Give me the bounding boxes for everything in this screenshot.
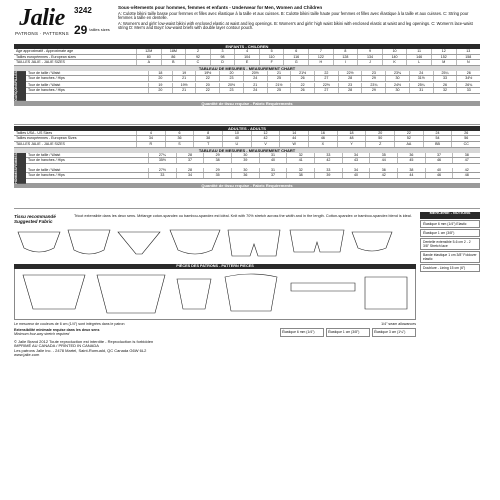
adult-cell: 18 (337, 131, 366, 136)
child-cell: I (333, 60, 358, 65)
child-cell: 5 (259, 49, 284, 54)
adults-chart-band: TABLEAU DE MESURES - MEASUREMENT CHART (14, 148, 480, 153)
child-cell: E (234, 60, 259, 65)
adult-cell: 26 (451, 131, 480, 136)
boys-cell: 23 (219, 88, 243, 93)
child-cell: K (382, 60, 407, 65)
elastic-cell-1: Élastique 6 mm (1/4") (280, 328, 324, 336)
footer (14, 340, 416, 358)
adult-cell: 12 (251, 131, 280, 136)
girls-measurements (26, 71, 480, 83)
women-cell: 27¼ (148, 153, 176, 158)
footer-address: Les patrons Jalie inc. - 2478 Martel, Saint-Romuald, QC Canada G6W 6L2 (14, 347, 147, 353)
child-cell: 140 (382, 55, 407, 60)
women-row-label: Tour de hanches / Hips (28, 158, 65, 163)
boys-measurements (26, 83, 480, 101)
elastic-cell-3: Élastique 3 cm (1¼") (372, 328, 416, 336)
girls-cell: 25 (267, 76, 291, 81)
child-cell: B (161, 60, 186, 65)
header (14, 6, 480, 44)
adult-row-label: TAILLES JALIE - JALIE SIZES (16, 141, 65, 146)
men-cell: 40 (425, 168, 453, 173)
boxer-illustration (228, 230, 280, 256)
boys-cell: 22 (290, 83, 314, 88)
adult-cell: U (222, 142, 251, 147)
child-cell: 158 (456, 55, 481, 60)
adult-cell: 44 (279, 136, 308, 141)
child-cell: 110 (259, 55, 284, 60)
adult-cell: 24 (423, 131, 452, 136)
notion-5: Doublure - Lining 15 cm (6") (420, 264, 480, 272)
child-cell: 11 (406, 49, 431, 54)
elastic-section (14, 328, 416, 336)
adult-cell: 46 (308, 136, 337, 141)
child-cell: 13 (456, 49, 481, 54)
women-group: FEMMES Tour de taille / Waist 27¼ 28 29 30 31 32 33 34 35 36 37 38 Tour de hanches / Hips 35½ 37 38 39 40 41 42 43 44 45 46 47 (14, 153, 480, 168)
child-cell: 18M (161, 49, 186, 54)
women-row-label: Tour de taille / Waist (28, 152, 61, 157)
kids-brief-illustration (352, 232, 392, 251)
men-cell: 37 (259, 173, 287, 178)
men-cell: 33 (148, 173, 176, 178)
adult-cell: BB (423, 142, 452, 147)
adult-cell: 34 (136, 136, 165, 141)
boys-cell: 21½ (267, 83, 291, 88)
child-cell: 8 (333, 49, 358, 54)
child-cell: F (259, 60, 284, 65)
children-band: ENFANTS - CHILDREN (14, 44, 480, 49)
girls-cell: 24 (409, 71, 433, 76)
men-cell: 46 (425, 173, 453, 178)
boys-cell: 24½ (385, 83, 409, 88)
pattern-description: Sous-vêtements pour hommes, femmes et enfants - Underwear for Men, Women and Children A: Culotte bikini taille basse pour femmes et filles avec élastique à la taille et aux cuisses. B: Culotte bikini taille haute pour femmes et filles avec élastique à la taille et aux cuisses. C: String pour femmes à taille en dentelle. A: Women's and girls' low-waist bikini with enclosed elastic at waist and leg openings. B: Women's and girls' high waist bikini with enclosed elastic at waist and leg openings. C: Women's lace-waist string D: Men's and Boys' low-waist briefs with double layer contour pouch. (118, 6, 480, 32)
adult-cell: X (308, 142, 337, 147)
women-cell: 39 (231, 158, 259, 163)
boys-cell: 27 (314, 88, 338, 93)
boys-cell: 20 (195, 83, 219, 88)
women-cell: 36 (397, 153, 425, 158)
men-cell: 42 (369, 173, 397, 178)
women-row (26, 158, 480, 164)
notion-3: Dentelle extensible 5-6 cm 2 - 2 3/8" Stretch lace (420, 238, 480, 250)
sizes-label: tailles sizes (89, 27, 110, 32)
sizes-count: 29 (74, 23, 88, 37)
pattern-code: 3242 (74, 6, 92, 15)
adult-cell: V (251, 142, 280, 147)
children-fabric-band: Quantité de tissu requise - Fabric Requirements (14, 101, 480, 106)
child-cell: L (406, 60, 431, 65)
girls-cell: 23¾ (385, 71, 409, 76)
men-cell: 42 (452, 168, 480, 173)
men-cell: 34 (342, 168, 370, 173)
pattern-pieces (14, 264, 416, 320)
boys-cell: 22 (195, 88, 219, 93)
string-illustration (118, 232, 160, 254)
women-cell: 44 (369, 158, 397, 163)
notion-1: Élastique 6 mm (1/4") Elastic (420, 220, 480, 228)
child-cell: 122 (308, 55, 333, 60)
adult-cell: S (165, 142, 194, 147)
adults-fabric-band: Quantité de tissu requise - Fabric Requirements (14, 183, 480, 188)
boys-cell: 23¾ (361, 83, 385, 88)
women-cell: 41 (286, 158, 314, 163)
child-cell: 10 (382, 49, 407, 54)
men-cell: 48 (452, 173, 480, 178)
women-cell: 45 (397, 158, 425, 163)
child-cell: 116 (283, 55, 308, 60)
child-cell: A (136, 60, 161, 65)
notions-panel (420, 212, 480, 358)
men-row (26, 173, 480, 179)
women-cell: 31 (259, 153, 287, 158)
child-cell: 9 (357, 49, 382, 54)
boys-cell: 28 (338, 88, 362, 93)
women-cell: 42 (314, 158, 342, 163)
boys-cell: 21 (172, 88, 196, 93)
boys-cell: 20 (148, 88, 172, 93)
strip-left: Le mesureur de couleurs de 6 cm (1/4") sont intégrées dans le patron (14, 322, 125, 327)
women-cell: 32 (286, 153, 314, 158)
boys-cell: 25¼ (409, 83, 433, 88)
boys-cell: 23 (338, 83, 362, 88)
men-cell: 33 (314, 168, 342, 173)
girls-row-label: Tour de taille / Waist (28, 70, 61, 75)
girls-cell: 20 (219, 71, 243, 76)
men-cell: 32 (286, 168, 314, 173)
men-cell: 38 (286, 173, 314, 178)
footer-web[interactable]: www.jalie.com (14, 352, 40, 358)
child-cell: J (357, 60, 382, 65)
garment-illustrations (14, 226, 416, 262)
men-cell: 34 (176, 173, 204, 178)
adult-cell: Z (365, 142, 394, 147)
child-row-label: Tailles européennes - European sizes (16, 54, 76, 59)
pieces-band: PIÈCES DES PATRONS - PATTERN PIECES (14, 264, 416, 269)
adult-row-label: Tailles USA - US Sizes (16, 130, 53, 135)
adult-cell: 22 (394, 131, 423, 136)
desc-en: A: Women's and girls' low-waist bikini with enclosed elastic at waist and leg openings. B: Women's and girls' high waist bikini with enclosed elastic at waist and leg openings. C: Women's lace-waist string D: Men's and Boys' low-waist briefs with double layer contour pouch. (118, 20, 473, 31)
adult-cell: 54 (423, 136, 452, 141)
child-cell: 86 (161, 55, 186, 60)
child-cell: 104 (234, 55, 259, 60)
bikini-b-illustration (68, 230, 110, 254)
girls-cell: 21½ (290, 71, 314, 76)
adult-size-table (14, 131, 480, 148)
adults-fabric-table (14, 188, 480, 209)
piece-pouch (225, 274, 277, 311)
lower-section (14, 212, 480, 358)
boys-cell: 20½ (219, 83, 243, 88)
piece-gusset (177, 279, 211, 309)
adult-cell: 40 (222, 136, 251, 141)
girls-cell: 21 (172, 76, 196, 81)
children-chart-band: TABLEAU DE MESURES - MEASUREMENT CHART (14, 66, 480, 71)
girls-cell: 23 (361, 71, 385, 76)
notion-2: Élastique 1 cm (3/8") (420, 229, 480, 237)
child-cell: 134 (357, 55, 382, 60)
adult-cell: Y (337, 142, 366, 147)
adult-cell: 48 (337, 136, 366, 141)
girls-cell: 26 (290, 76, 314, 81)
women-cell: 40 (259, 158, 287, 163)
men-cell: 36 (231, 173, 259, 178)
child-row-label: Âge approximatif - Approximate age (16, 49, 74, 53)
girls-cell: 22 (195, 76, 219, 81)
fabric-title: Tissu recommandé Suggested Fabric (14, 214, 56, 225)
girls-cell: 33 (433, 76, 457, 81)
men-cell: 35 (203, 173, 231, 178)
boys-row-label: Tour de taille / Waist (28, 82, 61, 87)
child-cell: 12M (136, 49, 161, 54)
men-cell: 38 (397, 168, 425, 173)
child-cell: 2 (185, 49, 210, 54)
child-row-label: TAILLES JALIE - JALIE SIZES (16, 60, 65, 65)
boys-cell: 26 (433, 83, 457, 88)
bikini-a-illustration (18, 232, 60, 252)
adult-cell: 16 (308, 131, 337, 136)
women-cell: 33 (314, 153, 342, 158)
boys-cell: 19½ (172, 83, 196, 88)
adult-cell: 6 (165, 131, 194, 136)
child-cell: 92 (185, 55, 210, 60)
girls-cell: 23 (219, 76, 243, 81)
adult-cell: 10 (222, 131, 251, 136)
women-cell: 47 (452, 158, 480, 163)
child-cell: H (308, 60, 333, 65)
girls-cell: 28 (338, 76, 362, 81)
child-cell: C (185, 60, 210, 65)
elastic-title: Extensibilité minimale requise dans les deux sens (14, 328, 100, 333)
adult-cell: 20 (365, 131, 394, 136)
child-cell: 146 (406, 55, 431, 60)
boys-cell: 21 (243, 83, 267, 88)
brand-name: Jalie (19, 5, 65, 31)
girls-cell: 34½ (456, 76, 480, 81)
adult-cell: 14 (279, 131, 308, 136)
title-fr: Sous-vêtements pour hommes, femmes et enfants (118, 5, 229, 10)
girls-cell: 21 (267, 71, 291, 76)
boys-cell: 29 (361, 88, 385, 93)
girls-cell: 22½ (338, 71, 362, 76)
title-en: Underwear for Men, Women and Children (232, 5, 323, 10)
adult-cell: 8 (193, 131, 222, 136)
adult-cell: 4 (136, 131, 165, 136)
men-group: HOMMES Tour de taille / Waist 27½ 28 29 30 31 32 33 34 36 38 40 42 Tour de hanches / Hips 33 34 35 36 37 38 39 40 42 44 46 48 (14, 168, 480, 184)
adults-band: ADULTES - ADULTS (14, 126, 480, 131)
children-fabric-table (14, 106, 480, 125)
women-cell: 28 (176, 153, 204, 158)
boys-cell: 33 (456, 88, 480, 93)
men-row-label: Tour de hanches / Hips (28, 173, 65, 178)
piece-front (23, 275, 85, 309)
children-size-table (14, 49, 480, 66)
adult-cell: 36 (165, 136, 194, 141)
adult-row-label: Tailles européennes - European Sizes (16, 136, 77, 141)
boys-row (26, 88, 480, 94)
girls-cell: 29 (361, 76, 385, 81)
footer-copy: © Jalie Brand 2012 Toute reproduction est interdite - Reproduction is forbidden (14, 338, 154, 344)
women-cell: 37 (425, 153, 453, 158)
girls-cell: 20 (148, 76, 172, 81)
child-cell: 12 (431, 49, 456, 54)
child-cell: 3 (210, 49, 235, 54)
men-cell: 30 (231, 168, 259, 173)
men-cell: 44 (397, 173, 425, 178)
men-cell: 36 (369, 168, 397, 173)
child-cell: N (456, 60, 481, 65)
child-cell: 4 (234, 49, 259, 54)
girls-cell: 27 (314, 76, 338, 81)
brief-illustration (170, 230, 220, 254)
notions-band: MERCERIE - NOTIONS (420, 212, 480, 219)
girls-cell: 24 (243, 76, 267, 81)
boys-cell: 24 (243, 88, 267, 93)
footer-printed: IMPRIMÉ AU CANADA / PRINTED IN CANADA (14, 343, 99, 349)
brand-sub: PATRONS · PATTERNS (15, 31, 69, 36)
adult-cell: W (279, 142, 308, 147)
pieces-panel (14, 269, 416, 320)
notion-4: Bande élastique 1 cm 3/8" Foldover elastic (420, 251, 480, 263)
child-cell: M (431, 60, 456, 65)
girls-row (26, 76, 480, 82)
boys-cell: 25 (267, 88, 291, 93)
women-cell: 38 (203, 158, 231, 163)
women-cell: 37 (176, 158, 204, 163)
child-cell: G (283, 60, 308, 65)
boys-cell: 30 (385, 88, 409, 93)
adult-cell: CC (451, 142, 480, 147)
women-cell: 35 (369, 153, 397, 158)
women-cell: 34 (342, 153, 370, 158)
adult-cell: 56 (451, 136, 480, 141)
desc-fr: A: Culotte bikini taille basse pour femmes et filles avec élastique à la taille et aux cuisses. B: Culotte bikini taille haute pour femmes et filles avec élastique à la taille et aux cuisses. C: String pour femmes à taille en dentelle. (118, 10, 469, 21)
child-cell: 6 (283, 49, 308, 54)
girls-cell: 19 (172, 71, 196, 76)
men-cell: 27½ (148, 168, 176, 173)
adult-cell: R (136, 142, 165, 147)
child-cell: 98 (210, 55, 235, 60)
adult-cell: 38 (193, 136, 222, 141)
adult-cell: 50 (365, 136, 394, 141)
men-row-label: Tour de taille / Waist (28, 167, 61, 172)
boys-cell: 31 (409, 88, 433, 93)
brand-logo (14, 6, 70, 36)
boys-row-label: Tour de hanches / Hips (28, 88, 65, 93)
elastic-cell-2: Élastique 1 cm (3/8") (326, 328, 370, 336)
girls-cell: 19½ (195, 71, 219, 76)
girls-cell: 26 (456, 71, 480, 76)
women-cell: 46 (425, 158, 453, 163)
elastic-sub: Minimum four-way stretch required (14, 332, 70, 337)
girls-cell: 25¼ (433, 71, 457, 76)
fabric-text: Tricot extensible dans les deux sens. Mélange coton-spandex ou bambou-spandex est idéal. Knit with 70% stretch across the width and in the length. Cotton-spandex or bamboo-spandex blend is ideal. (74, 214, 412, 219)
girls-cell: 18 (148, 71, 172, 76)
boys-cell: 32 (433, 88, 457, 93)
child-cell: 128 (333, 55, 358, 60)
women-cell: 29 (203, 153, 231, 158)
pattern-info (74, 6, 114, 37)
men-cell: 31 (259, 168, 287, 173)
adult-cell: 42 (251, 136, 280, 141)
boys-cell: 26 (290, 88, 314, 93)
men-cell: 40 (342, 173, 370, 178)
men-cell: 29 (203, 168, 231, 173)
women-measurements (26, 153, 480, 168)
adult-cell: T (193, 142, 222, 147)
strip-right: 1/4" seam allowances (381, 322, 416, 327)
boys-cell: 26¾ (456, 83, 480, 88)
men-cell: 39 (314, 173, 342, 178)
men-measurements (26, 168, 480, 184)
girls-row-label: Tour de hanches / Hips (28, 76, 65, 81)
women-cell: 35½ (148, 158, 176, 163)
child-cell: 7 (308, 49, 333, 54)
fabric-suggestion (14, 214, 416, 224)
trunk-illustration (290, 230, 344, 252)
men-cell: 28 (176, 168, 204, 173)
women-cell: 38 (452, 153, 480, 158)
child-cell: 152 (431, 55, 456, 60)
girls-cell: 30 (385, 76, 409, 81)
girls-cell: 20½ (243, 71, 267, 76)
women-cell: 43 (342, 158, 370, 163)
boys-cell: 19 (148, 83, 172, 88)
women-cell: 30 (231, 153, 259, 158)
girls-cell: 31½ (409, 76, 433, 81)
adult-cell: AA (394, 142, 423, 147)
girls-cell: 22 (314, 71, 338, 76)
child-cell: 80 (136, 55, 161, 60)
girls-group: FILLES Tour de taille / Waist 18 19 19½ 20 20½ 21 21½ 22 22½ 23 23¾ 24 25¼ 26 Tour de hanches / Hips 20 21 22 23 24 25 26 27 28 29 30 31½ 33 34½ (14, 71, 480, 83)
piece-waistband (291, 283, 355, 291)
adult-cell: 52 (394, 136, 423, 141)
piece-back (97, 275, 165, 313)
piece-leg-band (365, 277, 407, 309)
boys-cell: 22½ (314, 83, 338, 88)
child-cell: D (210, 60, 235, 65)
boys-group: GARÇONS Tour de taille / Waist 19 19½ 20 20½ 21 21½ 22 22½ 23 23¾ 24½ 25¼ 26 26¾ Tour de hanches / Hips 20 21 22 23 24 25 26 27 28 29 30 31 32 33 (14, 83, 480, 101)
seam-strip (14, 322, 416, 326)
